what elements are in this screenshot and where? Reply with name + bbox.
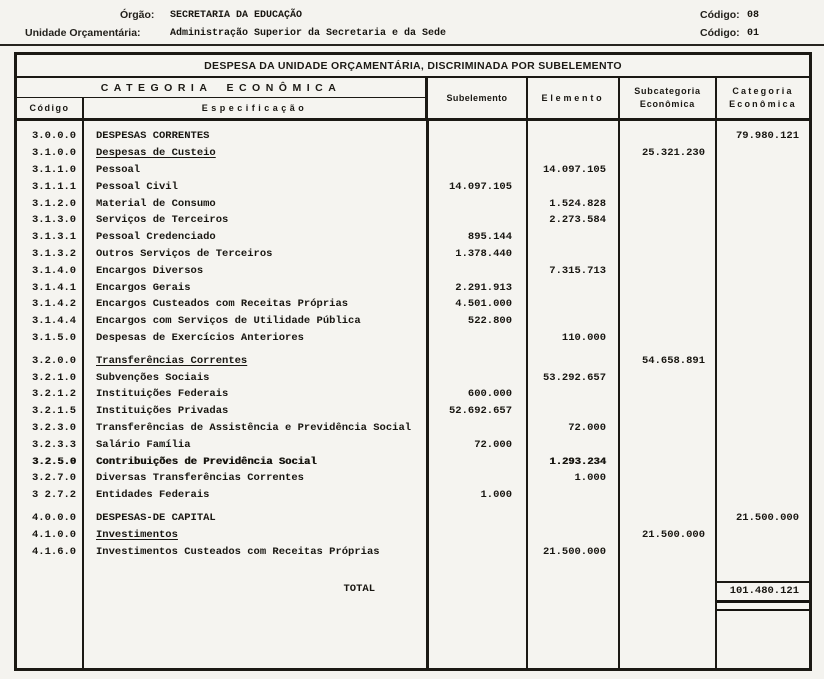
cell-codigo: 3.1.1.1 bbox=[32, 180, 77, 193]
cell-sub: 2.291.913 bbox=[455, 281, 512, 294]
cell-espec: Diversas Transferências Correntes bbox=[96, 472, 304, 485]
cell-sub: 52.692.657 bbox=[448, 405, 512, 418]
categoria-column-header: Categoria Econômica bbox=[729, 86, 797, 109]
cell-codigo: 3.1.2.0 bbox=[32, 197, 77, 210]
cell-codigo: 3.1.3.0 bbox=[32, 214, 77, 227]
cell-elem: 72.000 bbox=[568, 421, 606, 434]
cell-elem: 1.000 bbox=[574, 472, 606, 485]
subelemento-column-header: Subelemento bbox=[428, 78, 528, 118]
orgao-codigo-value: 08 bbox=[747, 10, 760, 21]
cell-espec: DESPESAS CORRENTES bbox=[96, 130, 210, 143]
cell-espec: Transferências de Assistência e Previdência Social bbox=[96, 421, 412, 434]
cell-sub: 600.000 bbox=[467, 388, 512, 401]
cell-sub: 14.097.105 bbox=[448, 180, 512, 193]
cell-subcat: 25.321.230 bbox=[641, 147, 705, 160]
cell-espec: Pessoal Civil bbox=[96, 180, 178, 193]
table-row bbox=[17, 178, 809, 195]
table-row bbox=[17, 403, 809, 420]
table-row bbox=[17, 212, 809, 229]
cell-codigo: 3.1.4.4 bbox=[32, 315, 77, 328]
table-row bbox=[17, 386, 809, 403]
header-divider-rule bbox=[0, 44, 824, 46]
cell-espec: Investimentos Custeados com Receitas Próprias bbox=[96, 545, 380, 558]
total-value-cell: 101.480.121 bbox=[717, 581, 809, 598]
cell-codigo: 4.1.6.0 bbox=[32, 545, 77, 558]
cell-codigo: 3.2.7.0 bbox=[32, 472, 77, 485]
cell-codigo: 3.2.3.3 bbox=[32, 438, 77, 451]
cell-espec: Entidades Federais bbox=[96, 489, 210, 502]
cell-subcat: 21.500.000 bbox=[641, 528, 705, 541]
categoria-economica-header-group bbox=[17, 78, 428, 118]
cell-codigo: 3.2.5.0 bbox=[32, 455, 77, 468]
table-rows bbox=[17, 121, 809, 611]
cell-sub: 1.000 bbox=[480, 489, 512, 502]
cell-elem: 21.500.000 bbox=[542, 545, 606, 558]
cell-elem: 14.097.105 bbox=[542, 163, 606, 176]
unidade-codigo-label: Código: bbox=[700, 27, 740, 39]
cell-codigo: 3.2.3.0 bbox=[32, 421, 77, 434]
table-row bbox=[17, 420, 809, 437]
table-body bbox=[17, 121, 809, 669]
table-row bbox=[17, 543, 809, 560]
cell-espec: Pessoal bbox=[96, 163, 141, 176]
table-row bbox=[17, 229, 809, 246]
table-column-headers bbox=[17, 78, 809, 121]
table-row bbox=[17, 369, 809, 386]
cell-sub: 522.800 bbox=[467, 315, 512, 328]
orgao-value: SECRETARIA DA EDUCAÇÃO bbox=[170, 10, 303, 21]
cell-espec: Despesas de Custeio bbox=[96, 147, 216, 160]
cell-codigo: 3.1.3.2 bbox=[32, 247, 77, 260]
table-row bbox=[17, 470, 809, 487]
cell-elem: 7.315.713 bbox=[549, 264, 606, 277]
table-row bbox=[17, 162, 809, 179]
cell-codigo: 3.1.0.0 bbox=[32, 147, 77, 160]
cell-espec: Serviços de Terceiros bbox=[96, 214, 229, 227]
budget-table bbox=[14, 52, 812, 671]
total-label-cell: TOTAL bbox=[343, 583, 375, 596]
cell-elem: 1.524.828 bbox=[549, 197, 606, 210]
cell-codigo: 3.1.4.0 bbox=[32, 264, 77, 277]
table-row bbox=[17, 262, 809, 279]
elemento-column-header: Elemento bbox=[528, 78, 620, 118]
table-row bbox=[17, 526, 809, 543]
cell-espec: Salário Família bbox=[96, 438, 191, 451]
especificacao-column-header: Especificação bbox=[201, 103, 308, 113]
cell-codigo: 3.2.1.5 bbox=[32, 405, 77, 418]
cell-codigo: 3 2.7.2 bbox=[32, 489, 77, 502]
table-row bbox=[17, 352, 809, 369]
table-row bbox=[17, 313, 809, 330]
codigo-column-header: Código bbox=[17, 98, 84, 118]
categoria-economica-group-label: CATEGORIA ECONÔMICA bbox=[17, 78, 425, 98]
cell-espec: Encargos Gerais bbox=[96, 281, 191, 294]
cell-codigo: 3.1.4.1 bbox=[32, 281, 77, 294]
cell-espec: Transferências Correntes bbox=[96, 354, 248, 367]
cell-espec: Subvenções Sociais bbox=[96, 371, 210, 384]
unidade-label: Unidade Orçamentária: bbox=[25, 27, 141, 39]
cell-espec: Despesas de Exercícios Anteriores bbox=[96, 331, 304, 344]
cell-espec: Instituições Federais bbox=[96, 388, 229, 401]
orgao-codigo-label: Código: bbox=[700, 9, 740, 21]
table-row bbox=[17, 195, 809, 212]
table-row bbox=[17, 279, 809, 296]
table-row bbox=[17, 510, 809, 527]
cell-codigo: 3.1.5.0 bbox=[32, 331, 77, 344]
unidade-codigo-value: 01 bbox=[747, 28, 760, 39]
cell-sub: 1.378.440 bbox=[455, 247, 512, 260]
orgao-label: Órgão: bbox=[120, 9, 155, 21]
cell-codigo: 3.0.0.0 bbox=[32, 130, 77, 143]
table-row bbox=[17, 296, 809, 313]
unidade-value: Administração Superior da Secretaria e da Sede bbox=[170, 28, 447, 39]
cell-codigo: 3.2.1.2 bbox=[32, 388, 77, 401]
cell-sub: 895.144 bbox=[467, 231, 512, 244]
cell-elem: 53.292.657 bbox=[542, 371, 606, 384]
table-title: DESPESA DA UNIDADE ORÇAMENTÁRIA, DISCRIMINADA POR SUBELEMENTO bbox=[17, 55, 809, 78]
cell-codigo: 3.1.3.1 bbox=[32, 231, 77, 244]
total-row bbox=[17, 581, 809, 598]
cell-sub: 72.000 bbox=[474, 438, 512, 451]
table-row bbox=[17, 246, 809, 263]
table-row bbox=[17, 487, 809, 504]
cell-sub: 4.501.000 bbox=[455, 298, 512, 311]
cell-espec: Material de Consumo bbox=[96, 197, 216, 210]
cell-espec: Instituições Privadas bbox=[96, 405, 229, 418]
cell-codigo: 3.2.1.0 bbox=[32, 371, 77, 384]
cell-codigo: 4.0.0.0 bbox=[32, 511, 77, 524]
cell-elem: 2.273.584 bbox=[549, 214, 606, 227]
cell-espec: Investimentos bbox=[96, 528, 178, 541]
cell-espec: Pessoal Credenciado bbox=[96, 231, 216, 244]
cell-espec: Encargos com Serviços de Utilidade Pública bbox=[96, 315, 361, 328]
subcategoria-column-header: Subcategoria Econômica bbox=[620, 78, 717, 118]
cell-espec: DESPESAS-DE CAPITAL bbox=[96, 511, 216, 524]
cell-espec: Encargos Diversos bbox=[96, 264, 204, 277]
cell-codigo: 3.1.4.2 bbox=[32, 298, 77, 311]
cell-cat: 79.980.121 bbox=[735, 130, 799, 143]
cell-elem: 110.000 bbox=[561, 331, 606, 344]
table-row bbox=[17, 128, 809, 145]
table-row bbox=[17, 453, 809, 470]
cell-codigo: 3.1.1.0 bbox=[32, 163, 77, 176]
cell-codigo: 3.2.0.0 bbox=[32, 354, 77, 367]
cell-espec: Outros Serviços de Terceiros bbox=[96, 247, 273, 260]
cell-subcat: 54.658.891 bbox=[641, 354, 705, 367]
cell-codigo: 4.1.0.0 bbox=[32, 528, 77, 541]
table-row bbox=[17, 436, 809, 453]
cell-cat: 21.500.000 bbox=[735, 511, 799, 524]
total-double-rule bbox=[717, 600, 809, 611]
cell-elem: 1.293.234 bbox=[549, 455, 606, 468]
table-row bbox=[17, 330, 809, 347]
cell-espec: Contribuições de Previdência Social bbox=[96, 455, 317, 468]
table-row bbox=[17, 145, 809, 162]
cell-espec: Encargos Custeados com Receitas Próprias bbox=[96, 298, 349, 311]
